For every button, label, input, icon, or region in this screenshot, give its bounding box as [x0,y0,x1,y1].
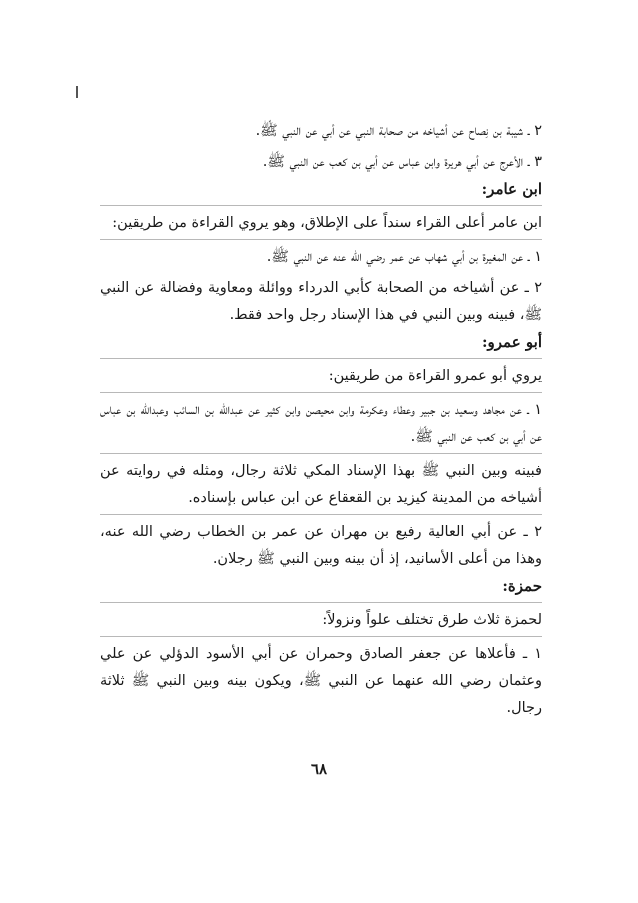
divider [100,358,542,359]
paragraph: ٣ ـ الأعرج عن أبي هريرة وابن عباس عن أبي بن كعب عن النبي ﷺ. [262,154,542,170]
paragraph: ٢ ـ شيبة بن نِصاح عن أشياخه من صحابة النبي عن أبي عن النبي ﷺ. [255,123,542,139]
paragraph: ١ ـ عن المغيرة بن أبي شهاب عن عمر رضي الله عنه عن النبي ﷺ. [266,249,542,265]
divider [100,453,542,454]
divider [100,239,542,240]
paragraph: لحمزة ثلاث طرق تختلف علواً ونزولاً: [322,612,542,628]
paragraph: ٢ ـ عن أشياخه من الصحابة كأبي الدرداء ووائلة ومعاوية وفضالة عن النبي ﷺ، فبينه وبين النبي في هذا الإسناد رجل واحد فقط. [100,280,542,323]
divider [100,636,542,637]
divider [100,514,542,515]
body-text [100,118,542,722]
paragraph: ١ ـ عن مجاهد وسعيد بن جبير وعطاء وعكرمة وابن محيصن وابن كثير عن عبدالله بن السائب وعبدالله بن عباس عن أبي بن كعب عن النبي ﷺ. [100,402,542,445]
divider [100,392,542,393]
paragraph: ٢ ـ عن أبي العالية رفيع بن مهران عن عمر بن الخطاب رضي الله عنه، وهذا من أعلى الأسانيد، إذ أن بينه وبين النبي ﷺ رجلان. [100,524,542,567]
paragraph: ابن عامر أعلى القراء سنداً على الإطلاق، وهو يروي القراءة من طريقين: [112,215,542,231]
section-heading: حمزة: [502,577,542,595]
paragraph: يروي أبو عمرو القراءة من طريقين: [328,368,542,384]
section-heading: أبو عمرو: [482,333,542,351]
margin-mark [76,86,78,98]
divider [100,205,542,206]
paragraph: فبينه وبين النبي ﷺ بهذا الإسناد المكي ثلاثة رجال، ومثله في روايته عن أشياخه من المدينة كيزيد بن القعقاع عن ابن عباس بإسناده. [100,463,542,506]
paragraph: ١ ـ فأعلاها عن جعفر الصادق وحمران عن أبي الأسود الدؤلي عن علي وعثمان رضي الله عنهما عن النبي ﷺ، ويكون بينه وبين النبي ﷺ ثلاثة رجال. [100,646,542,716]
divider [100,602,542,603]
page-number: ٦٨ [310,760,328,778]
section-heading: ابن عامر: [481,180,542,198]
